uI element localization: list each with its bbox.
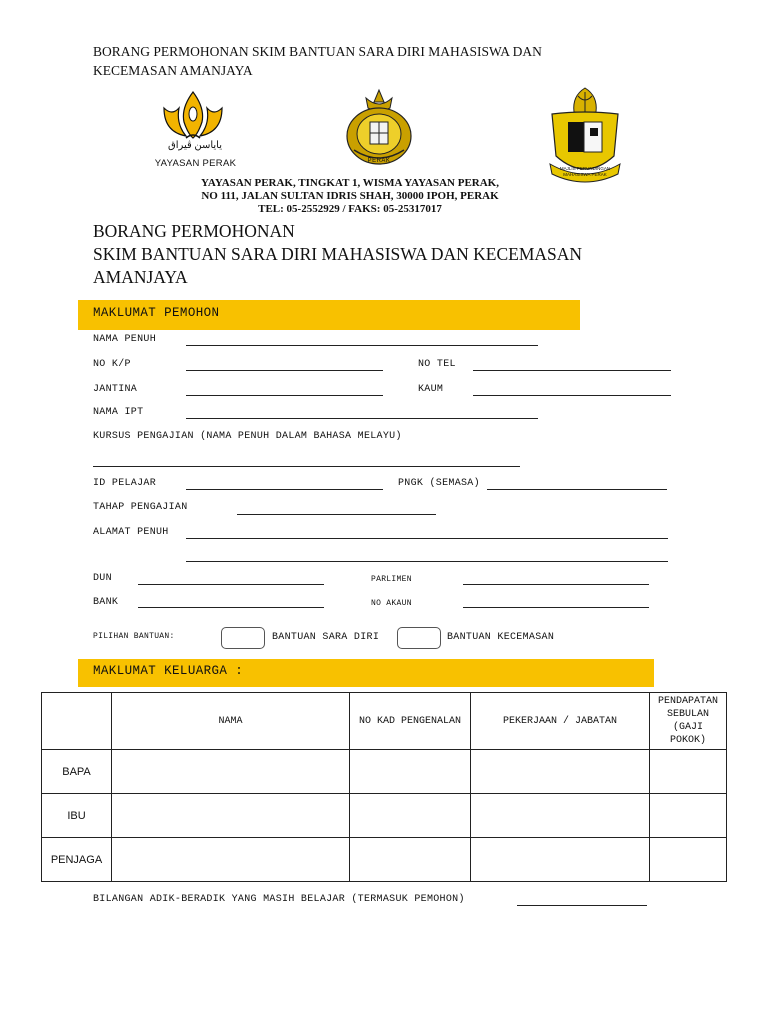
header-title-line2: KECEMASAN AMANJAYA [93,63,253,78]
kecemasan-option-label: BANTUAN KECEMASAN [447,632,555,643]
study-level-label: TAHAP PENGAJIAN [93,502,188,513]
mother-income-cell[interactable] [650,794,727,838]
family-section-header [78,659,654,687]
row-label-mother: IBU [42,794,112,838]
bank-label: BANK [93,597,119,608]
address-line3: TEL: 05-2552929 / FAKS: 05-25317017 [258,203,442,215]
full-name-field[interactable] [186,345,538,346]
column-header-occupation: PEKERJAAN / JABATAN [471,693,650,750]
form-title-line1: BORANG PERMOHONAN [93,221,295,241]
guardian-occupation-cell[interactable] [471,838,650,882]
address-field-line1[interactable] [186,538,668,539]
phone-label: NO TEL [418,359,456,370]
institution-field[interactable] [186,418,538,419]
assistance-choice-label: PILIHAN BANTUAN: [93,632,175,641]
applicant-section-heading: MAKLUMAT PEMOHON [93,306,220,320]
father-income-cell[interactable] [650,750,727,794]
father-occupation-cell[interactable] [471,750,650,794]
form-title [93,220,653,289]
family-table-header-row [42,693,727,750]
organization-address [150,177,550,216]
table-row [42,750,727,794]
crest-text: PERAK [367,158,391,164]
father-name-cell[interactable] [112,750,350,794]
race-label: KAUM [418,384,444,395]
account-number-field[interactable] [463,607,649,608]
sara-diri-option-label: BANTUAN SARA DIRI [272,632,380,643]
ic-number-field[interactable] [186,370,383,371]
dun-label: DUN [93,573,112,584]
course-label: KURSUS PENGAJIAN (NAMA PENUH DALAM BAHASA MELAYU) [93,431,402,442]
siblings-field[interactable] [517,905,647,906]
student-id-field[interactable] [186,489,383,490]
parliament-field[interactable] [463,584,649,585]
row-label-father: BAPA [42,750,112,794]
mother-ic-cell[interactable] [350,794,471,838]
student-id-label: ID PELAJAR [93,478,157,489]
row-label-guardian: PENJAGA [42,838,112,882]
table-row [42,794,727,838]
ic-number-label: NO K/P [93,359,131,370]
applicant-section-header [78,300,580,330]
account-number-label: NO AKAUN [371,599,412,608]
table-row [42,838,727,882]
study-level-field[interactable] [237,514,436,515]
column-header-name: NAMA [112,693,350,750]
column-header-income: PENDAPATAN SEBULAN (GAJI POKOK) [650,693,727,750]
family-table [41,692,727,882]
kecemasan-checkbox[interactable] [397,627,441,649]
logo-arabic-text: ياياسن ڤيراق [167,140,222,151]
gender-field[interactable] [186,395,383,396]
cgpa-field[interactable] [487,489,667,490]
dun-field[interactable] [138,584,324,585]
logo-text: YAYASAN PERAK [154,158,237,169]
student-council-emblem [544,86,626,188]
guardian-income-cell[interactable] [650,838,727,882]
emblem-text: MAJLIS PERUNDINGAN MAHASISWA PERAK [559,166,611,177]
full-name-label: NAMA PENUH [93,334,157,345]
bank-field[interactable] [138,607,324,608]
gender-label: JANTINA [93,384,138,395]
address-line1: YAYASAN PERAK, TINGKAT 1, WISMA YAYASAN PERAK, [200,177,499,189]
guardian-ic-cell[interactable] [350,838,471,882]
race-field[interactable] [473,395,671,396]
siblings-label: BILANGAN ADIK-BERADIK YANG MASIH BELAJAR (TERMASUK PEMOHON) [93,894,465,905]
father-ic-cell[interactable] [350,750,471,794]
mother-occupation-cell[interactable] [471,794,650,838]
mother-name-cell[interactable] [112,794,350,838]
institution-label: NAMA IPT [93,407,144,418]
phone-field[interactable] [473,370,671,371]
form-title-line2: SKIM BANTUAN SARA DIRI MAHASISWA DAN KECEMASAN [93,244,583,264]
sara-diri-checkbox[interactable] [221,627,265,649]
form-title-line3: AMANJAYA [93,267,188,287]
header-title-line1: BORANG PERMOHONAN SKIM BANTUAN SARA DIRI MAHASISWA DAN [93,44,542,59]
course-field[interactable] [93,466,520,467]
document-header-title [93,42,653,80]
yayasan-perak-logo [148,88,243,174]
parliament-label: PARLIMEN [371,575,412,584]
cgpa-label: PNGK (SEMASA) [398,478,480,489]
perak-state-crest [344,88,414,174]
column-header-ic: NO KAD PENGENALAN [350,693,471,750]
row-label-column-header [42,693,112,750]
guardian-name-cell[interactable] [112,838,350,882]
address-field-line2[interactable] [186,561,668,562]
family-section-heading: MAKLUMAT KELUARGA : [93,664,244,678]
address-line2: NO 111, JALAN SULTAN IDRIS SHAH, 30000 IPOH, PERAK [201,190,499,202]
address-label: ALAMAT PENUH [93,527,169,538]
